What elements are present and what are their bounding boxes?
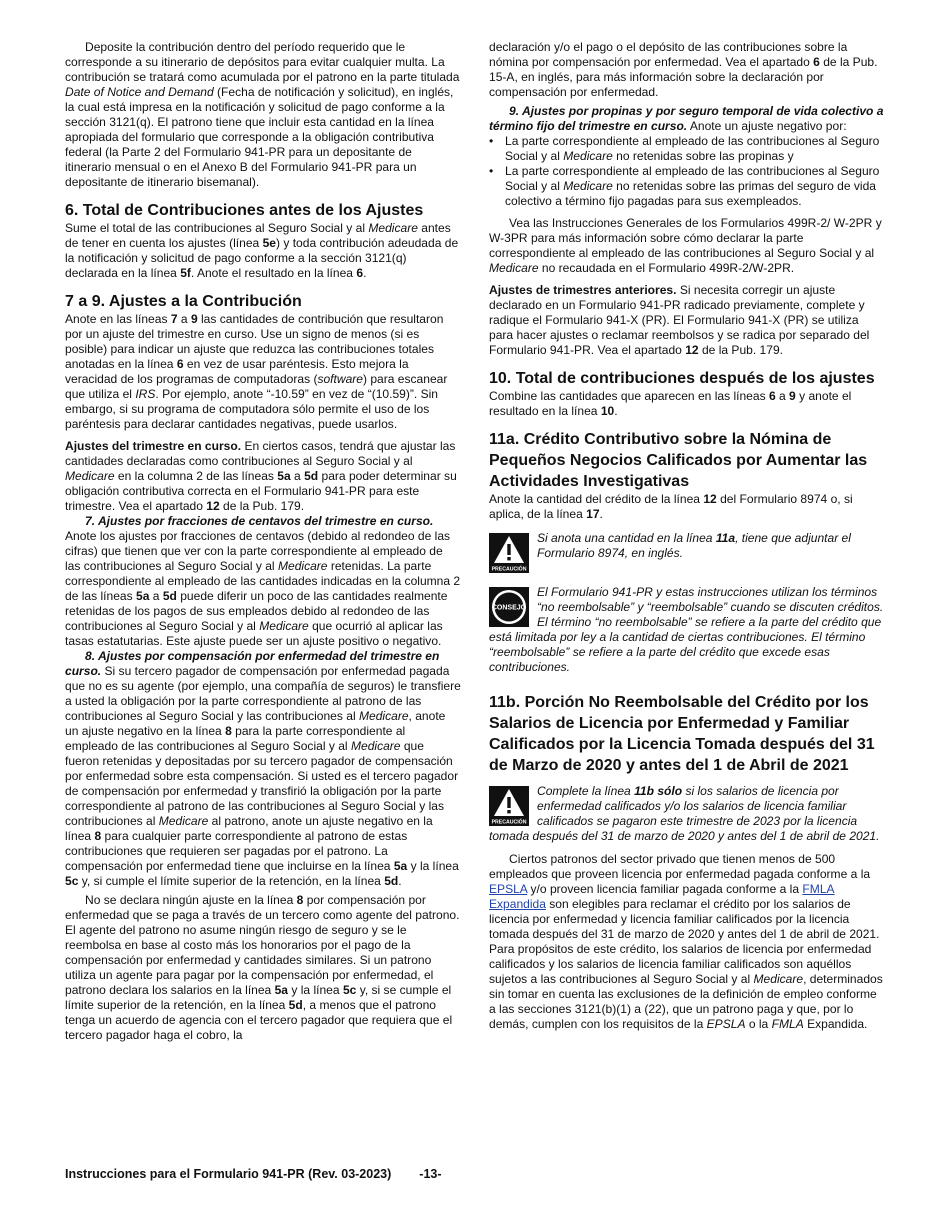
heading-line-6: 6. Total de Contribuciones antes de los Ajustes <box>65 202 424 219</box>
caution-note-11b: PRECAUCIÓN Complete la línea 11b sólo si los salarios de licencia por enfermedad calificados y/o los salarios de licencia familiar calificados se pagaron este trimestre de 2023 por la licencia tomada después del 31 de marzo de 2020 y antes del 1 de abril de 2021. <box>489 784 880 843</box>
caution-note-11a: PRECAUCIÓN Si anota una cantidad en la línea 11a, tiene que adjuntar el Formulario 8974, en inglés. <box>489 531 885 573</box>
svg-text:CONSEJO: CONSEJO <box>491 604 527 612</box>
footer-title: Instrucciones para el Formulario 941-PR (Rev. 03-2023) <box>65 1167 392 1181</box>
tip-icon <box>489 587 529 627</box>
heading-line-11b: 11b. Porción No Reembolsable del Crédito por los Salarios de Licencia por Enfermedad y Familiar Calificados por la Licencia Tomada después del 31 de Marzo de 2020 y antes del 1 de Abril de 2021 <box>489 694 875 774</box>
tip-note: CONSEJO El Formulario 941-PR y estas instrucciones utilizan los términos “no reembolsable” y “reembolsable” cuando se discuten créditos. El término “no reembolsable” se refiere a la parte del crédito que está limitada por ley a la cantidad de ciertas contribuciones. El término “reembolsable” se refiere a la parte del crédito que excede esas contribuciones. <box>489 585 884 674</box>
right-column <box>489 40 885 1032</box>
paragraph-line-10: Combine las cantidades que aparecen en las líneas 6 a 9 y anote el resultado en la línea 10. <box>489 389 852 418</box>
fmla-expandida-link[interactable]: FMLA Expandida <box>489 882 835 911</box>
heading-lines-7-9: 7 a 9. Ajustes a la Contribución <box>65 293 302 310</box>
caution-icon <box>489 533 529 573</box>
heading-line-10: 10. Total de contribuciones después de los ajustes <box>489 370 875 387</box>
paragraph-line-6: Sume el total de las contribuciones al Seguro Social y al Medicare antes de tener en cuenta los ajustes (línea 5e) y toda contribución adeudada de la notificación y solicitud de pago conforme a la sección 3121(q) declarada en la línea 5f. Anote el resultado en la línea 6. <box>65 221 459 280</box>
paragraph-prior-quarters: Ajustes de trimestres anteriores. Si necesita corregir un ajuste declarado en un Formulario 941-PR radicado previamente, complete y radique el Formulario 941-X (PR). El Formulario 941-X (PR) se utiliza para hacer ajustes o reclamar reembolsos y se radica por separado del Formulario 941-PR. Vea el apartado 12 de la Pub. 179. <box>489 283 870 357</box>
paragraph-line-7: 7. Ajustes por fracciones de centavos del trimestre en curso. Anote los ajustes por fracciones de centavos (debido al redondeo de las cifras) que tienen que ver con la parte correspondiente al empleado de las contribuciones al Seguro Social y al Medicare retenidas. La parte correspondiente al empleado de las cantidades indicadas en la columna 2 de las líneas 5a a 5d puede diferir un poco de las cantidades realmente retenidas de los pagos de sus empleados debido al redondeo de las contribuciones al Seguro Social y al Medicare que ocurrió al aplicar las tasas estatutarias. Este ajuste puede ser un ajuste positivo o negativo. <box>65 514 461 648</box>
bullet-tips: • La parte correspondiente al empleado de las contribuciones al Seguro Social y al Medicare no retenidas sobre las propinas y <box>489 134 880 163</box>
bullet-life-insurance: • La parte correspondiente al empleado de las contribuciones al Seguro Social y al Medicare no retenidas sobre las primas del seguro de vida colectivo a término fijo pagadas para sus exempleados. <box>489 164 880 208</box>
svg-text:PRECAUCIÓN: PRECAUCIÓN <box>491 819 527 826</box>
svg-text:PRECAUCIÓN: PRECAUCIÓN <box>491 566 527 573</box>
paragraph-deposit: Deposite la contribución dentro del período requerido que le corresponde a su itinerario de depósitos para evitar cualquier multa. La contribución se tratará como acumulada por el patrono en la parte titulada Date of Notice and Demand (Fecha de notificación y solicitud), en inglés, la cual está impresa en la notificación y solicitud de pago conforme a la sección 3121(q). El patrono tiene que incluir esta cantidad en la línea apropiada del formulario que corresponde a la obligación contributiva federal (la Parte 2 del Formulario 941-PR para un depositante de itinerario mensual o en el Anexo B del Formulario 941-PR para un depositante de itinerario bisemanal). <box>65 40 460 189</box>
paragraph-lines-7-9: Anote en las líneas 7 a 9 las cantidades de contribución que resultaron por un ajuste del trimestre en curso. Use un signo de menos (si es posible) para indicar un ajuste que reduzca las contribuciones totales anotadas en la línea 6 en vez de usar paréntesis. Esto mejora la veracidad de los programas de computadoras (software) para escanear que utiliza el IRS. Por ejemplo, anote “-10.59” en vez de “(10.59)”. Sin embargo, si su programa de computadora sólo permite el uso de los paréntesis para declarar cantidades negativas, puede usarlos. <box>65 312 448 431</box>
paragraph-line-11b: Ciertos patronos del sector privado que tienen menos de 500 empleados que proveen licencia por enfermedad pagada conforme a la EPSLA y/o proveen licencia familiar pagada conforme a la FMLA Expandida son elegibles para reclamar el crédito por los salarios de licencia por enfermedad y licencia familiar calificados por la licencia tomada después del 31 de marzo de 2020 y antes del 1 de abril de 2021. Para propósitos de este crédito, los salarios de licencia por enfermedad calificados y los salarios de licencia familiar calificados son aquéllos sujetos a las contribuciones al Seguro Social y al Medicare, determinados sin tomar en cuenta las exclusiones de la definición de empleo conforme a las secciones 3121(b)(1) a (22), que un patrono paga y que, por lo demás, cumplen con los requisitos de la EPSLA o la FMLA Expandida. <box>489 852 883 1031</box>
paragraph-current-quarter: Ajustes del trimestre en curso. En ciertos casos, tendrá que ajustar las cantidades declaradas como contribuciones al Seguro Social y al Medicare en la columna 2 de las líneas 5a a 5d para poder determinar su obligación contributiva correcta en el Formulario 941-PR para este trimestre. Vea el apartado 12 de la Pub. 179. <box>65 439 457 513</box>
paragraph-line-8: 8. Ajustes por compensación por enfermedad del trimestre en curso. Si su tercero pagador de compensación por enfermedad pagada que no es su agente (por ejemplo, una compañía de seguros) le transfiere a usted la obligación por la parte correspondiente al patrono de las contribuciones al Seguro Social y las contribuciones al Medicare, anote un ajuste negativo en la línea 8 para la parte correspondiente al empleado de las contribuciones al Seguro Social y al Medicare que fueron retenidas y depositadas por su tercero pagador de compensación por enfermedad sobre esta compensación. Si usted es el tercero pagador de compensación por enfermedad y transfirió la obligación por la parte correspondiente al patrono de las contribuciones al Seguro Social y las contribuciones al Medicare al patrono, anote un ajuste negativo en la línea 8 para cualquier parte correspondiente al patrono de estas contribuciones que requieren ser pagadas por el patrono. La compensación por enfermedad tiene que incluirse en la línea 5a y la línea 5c y, si cumple el límite superior de la retención, en la línea 5d. <box>65 649 461 888</box>
left-column <box>65 40 461 1043</box>
page-number: -13- <box>419 1167 442 1181</box>
epsla-link[interactable]: EPSLA <box>489 882 528 896</box>
paragraph-line-11a: Anote la cantidad del crédito de la línea 12 del Formulario 8974 o, si aplica, de la línea 17. <box>489 492 853 521</box>
paragraph-line-9: 9. Ajustes por propinas y por seguro temporal de vida colectivo a término fijo del trimestre en curso. Anote un ajuste negativo por: <box>489 104 884 133</box>
paragraph-continued: declaración y/o el pago o el depósito de las contribuciones sobre la nómina por compensación por enfermedad. Vea el apartado 6 de la Pub. 15-A, en inglés, para más información sobre la declaración por compensación por enfermedad. <box>489 40 878 99</box>
paragraph-general-instructions: Vea las Instrucciones Generales de los Formularios 499R-2/ W-2PR y W-3PR para más información sobre cómo declarar la parte correspondiente al empleado de las contribuciones al Seguro Social y al Medicare no recaudada en el Formulario 499R-2/W-2PR. <box>489 216 882 275</box>
page-footer <box>65 1167 442 1181</box>
caution-icon <box>489 786 529 826</box>
heading-line-11a: 11a. Crédito Contributivo sobre la Nómina de Pequeños Negocios Calificados por Aumentar las Actividades Investigativas <box>489 431 868 490</box>
paragraph-line-8-agent: No se declara ningún ajuste en la línea 8 por compensación por enfermedad que se paga a través de un tercero como agente del patrono. El agente del patrono no asume ningún riesgo de seguro y se le reembolsa en base al costo más los honorarios por el pago de la compensación por enfermedad y cantidades similares. Si un patrono utiliza un agente para pagar por la compensación por enfermedad, el patrono declara los salarios en la línea 5a y la línea 5c y, si se cumple el límite superior de la retención, en la línea 5d, a menos que el patrono tenga un acuerdo de agencia con el tercero pagador que requiera que el tercero pagador haga el cobro, la <box>65 893 460 1042</box>
